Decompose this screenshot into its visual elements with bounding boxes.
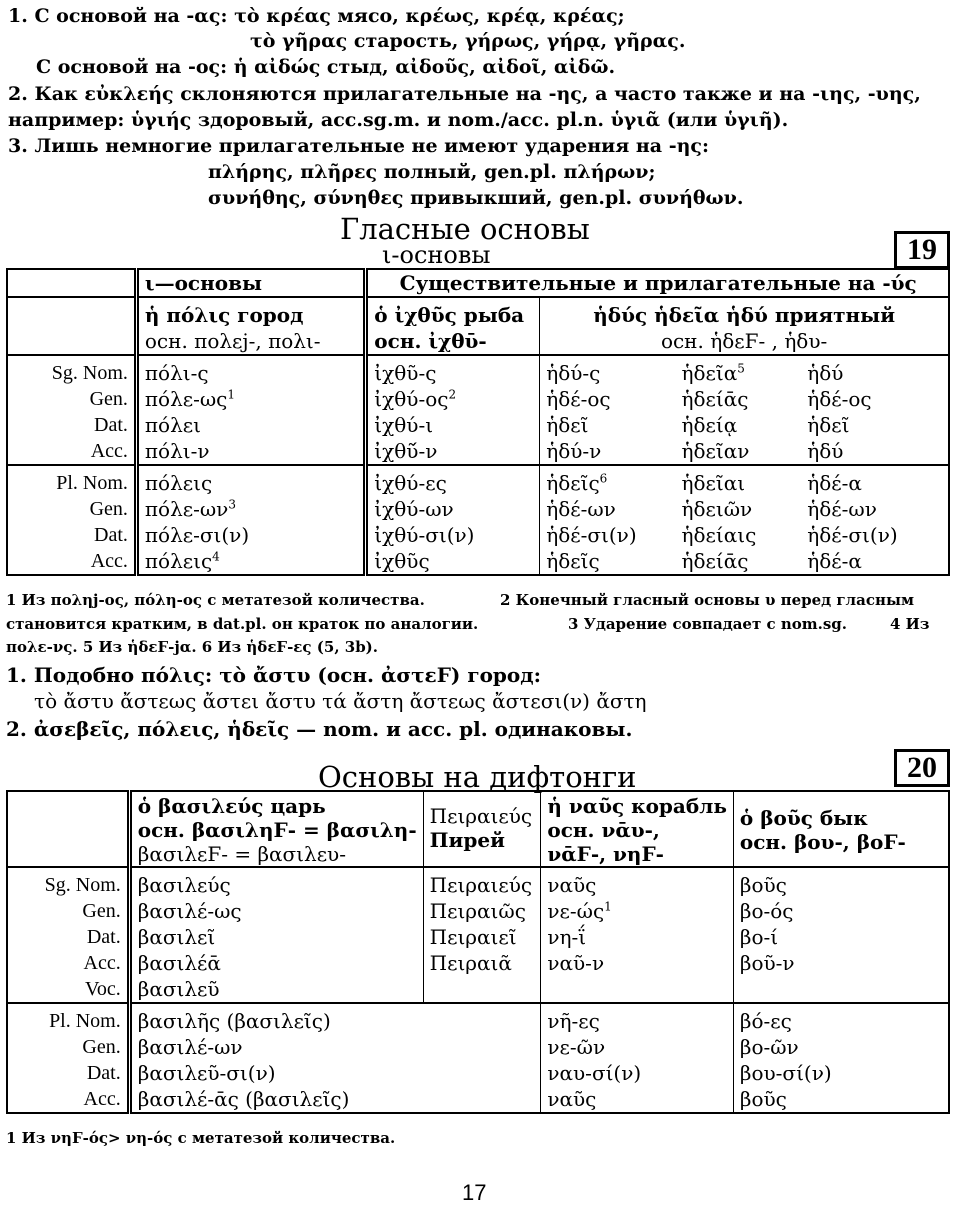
case-label: Sg. Nom. — [44, 874, 121, 896]
form-cell: βασιλέ-ως — [137, 899, 242, 923]
form-cell: ἡδεῖαν — [681, 439, 750, 463]
case-label: Gen. — [89, 388, 128, 410]
form-cell: ἰχθύ-σι(ν) — [374, 523, 475, 547]
form-cell: ἡδύ-ν — [546, 439, 602, 463]
form-cell: ἡδεῖ — [546, 413, 589, 437]
form-cell: πόλεις — [144, 471, 213, 495]
form-cell: Πειραιῶς — [429, 899, 526, 923]
basileus-stem-2: βασιλεϜ- = βασιλευ- — [137, 842, 346, 866]
form-cell: ἡδέ-ων — [807, 497, 877, 521]
note-1: 1. Подобно πόλις: τὸ ἄστυ (осн. ἀστεϜ) город: — [6, 663, 541, 687]
form-cell: βασιλεύς — [137, 873, 231, 897]
form-cell: ἡδειῶν — [681, 497, 753, 521]
polis-title: ἡ πόλις город — [144, 303, 304, 327]
case-label: Dat. — [86, 926, 121, 948]
form-cell: νῆ-ες — [547, 1009, 600, 1033]
form-cell: βοῦς — [739, 1087, 787, 1111]
form-cell: βό-ες — [739, 1009, 792, 1033]
note-1-forms: τὸ ἄστυ ἄστεως ἄστει ἄστυ τά ἄστη ἄστεως ἄστεσι(ν) ἄστη — [34, 689, 647, 713]
form-cell: βασιλεῦ — [137, 977, 220, 1001]
form-cell: ἰχθῦ́-ν — [374, 439, 438, 463]
form-cell: βασιλεῖ — [137, 925, 216, 949]
form-cell: ἰχθῦς — [374, 549, 430, 573]
form-cell: νε-ῶν — [547, 1035, 606, 1059]
form-cell: βο-ί — [739, 925, 779, 949]
form-cell: βασιλέ-ων — [137, 1035, 243, 1059]
case-label: Acc. — [83, 952, 121, 974]
case-label: Gen. — [89, 498, 128, 520]
form-cell: πόλε-σι(ν) — [144, 523, 250, 547]
intro-line-3: С основой на -ος: ἡ αἰδώς стыд, αἰδοῦς, αἰδοῖ, αἰδῶ. — [36, 56, 616, 78]
section-20-footnote: 1 Из νηϜ-ός> νη-ός с метатезой количества. — [6, 1129, 396, 1147]
form-cell: βοῦς — [739, 873, 787, 897]
header-i-stems: ι—основы — [136, 269, 365, 297]
basileus-title: ὁ βασιλεύς царь — [137, 794, 326, 818]
form-cell: $\nu\varepsilon-ώ\varsigma^1$ — [547, 899, 612, 923]
polis-stem: осн. πολεj-, πολι- — [144, 329, 321, 353]
ichthys-title: ὁ ἰχθῦς рыба — [374, 303, 525, 327]
form-cell: ἡδέ-σι(ν) — [807, 523, 898, 547]
intro-line-1: 1. С основой на -ας: τὸ κρέας мясо, κρέως, κρέᾳ, κρέας; — [8, 5, 625, 27]
form-cell: βου-σί(ν) — [739, 1061, 832, 1085]
form-cell: ναῦς — [547, 873, 597, 897]
ichthys-stem: осн. ἰχθῡ- — [374, 329, 487, 353]
form-cell: πόλι-ν — [144, 439, 210, 463]
naus-stem-1: осн. νᾱυ-, — [547, 818, 660, 842]
paradigm-title-row — [7, 297, 949, 355]
singular-block — [7, 867, 949, 1003]
form-cell: βοῦ-ν — [739, 951, 795, 975]
form-cell: ἡδεῖα$^5$ — [681, 361, 745, 385]
form-cell: ἡδύ-ς — [546, 361, 601, 385]
intro-line-8: συνήθης, σύνηθες привыкший, gen.pl. συνήθων. — [208, 187, 744, 209]
form-cell: ἰχθύ-ι — [374, 413, 434, 437]
table-header-row — [7, 269, 949, 297]
form-cell: ναῦς — [547, 1087, 597, 1111]
intro-line-2: τὸ γῆρας старость, γήρως, γήρᾳ, γῆρας. — [250, 30, 686, 52]
form-cell: ἡδεῖς$^6$ — [546, 471, 608, 495]
case-label: Acc. — [90, 550, 128, 572]
peiraieus-title: Πειραιεύς — [429, 804, 533, 828]
intro-line-5: например: ὑγιής здоровый, acc.sg.m. и nom./acc. pl.n. ὑγιᾶ (или ὑγιῆ). — [8, 109, 789, 131]
form-cell: ἰχθύ-$o\varsigma^2$ — [374, 387, 457, 411]
peiraieus-translation: Пирей — [429, 828, 505, 852]
form-cell: ναυ-σί(ν) — [547, 1061, 642, 1085]
form-cell: ἡδέ-ος — [807, 387, 872, 411]
note-2: 2. ἀσεβεῖς, πόλεις, ἡδεῖς — nom. и acc. pl. одинаковы. — [6, 717, 633, 741]
naus-title: ἡ ναῦς корабль — [547, 794, 727, 818]
form-cell: βασιλεῦ-σι(ν) — [137, 1061, 276, 1085]
form-cell: βασιλέᾱ — [137, 951, 221, 975]
form-cell: ἡδείᾱς — [681, 387, 749, 411]
table-header-row — [7, 791, 949, 867]
form-cell: πόλε-$\omega\varsigma^1$ — [144, 387, 236, 411]
form-cell: ἰχθῦ-ς — [374, 361, 437, 385]
header-nouns-adjectives: Существительные и прилагательные на -ύς — [366, 269, 949, 297]
form-cell: ἡδέ-ος — [546, 387, 611, 411]
form-cell: ἡδείᾳ — [681, 413, 738, 437]
bous-stem: осн. βου-, βοϜ- — [739, 830, 906, 854]
form-cell: πόλεις$^4$ — [144, 549, 220, 573]
singular-block — [7, 355, 949, 465]
footnote-4-6: πολε-νς. 5 Из ἡδεϜ-jα. 6 Из ἡδεϜ-ες (5, 3b). — [6, 638, 379, 656]
bous-title: ὁ βοῦς бык — [739, 806, 868, 830]
form-cell: ἡδέ-σι(ν) — [546, 523, 637, 547]
section-20-title: Основы на дифтонги — [318, 760, 637, 794]
form-cell: νη-ΐ — [547, 925, 587, 949]
page-number: 17 — [462, 1180, 487, 1205]
footnote-3: 3 Ударение совпадает с nom.sg. — [568, 615, 848, 633]
basileus-stem-1: осн. βασιληϜ- = βασιλη- — [137, 818, 417, 842]
form-cell: ἡδύ — [807, 361, 844, 385]
case-label: Dat. — [94, 414, 128, 436]
case-label: Pl. Nom. — [56, 472, 128, 494]
form-cell: ναῦ-ν — [547, 951, 605, 975]
form-cell: βασιλῆς (βασιλεῖς) — [137, 1009, 331, 1033]
form-cell: ἡδέ-α — [807, 471, 862, 495]
form-cell: πόλε-$\omega\nu^3$ — [144, 497, 236, 521]
footnote-4: 4 Из — [890, 615, 930, 633]
form-cell: βο-ῶν — [739, 1035, 799, 1059]
form-cell: ἡδεῖς — [546, 549, 600, 573]
form-cell: ἰχθύ-ων — [374, 497, 454, 521]
form-cell: βασιλέ-ᾱς (βασιλεῖς) — [137, 1087, 350, 1111]
form-cell: πόλει — [144, 413, 201, 437]
footnote-2-cont: становится кратким, в dat.pl. он краток по аналогии. — [6, 615, 479, 633]
footnote-2: 2 Конечный гласный основы υ перед гласным — [500, 591, 915, 609]
intro-line-4: 2. Как εὐκλεής склоняются прилагательные на -ης, а часто также и на -ιης, -υης, — [8, 83, 921, 105]
section-19-number: 19 — [894, 231, 950, 269]
case-label: Dat. — [94, 524, 128, 546]
form-cell: Πειραιεύς — [429, 873, 533, 897]
form-cell: βο-ός — [739, 899, 794, 923]
footnote-1: 1 Из ποληj-ος, πόλη-ος с метатезой количества. — [6, 591, 425, 609]
intro-line-7: πλήρης, πλῆρες полный, gen.pl. πλήρων; — [208, 161, 656, 183]
i-stems-table — [6, 268, 950, 576]
form-cell: ἡδέ-α — [807, 549, 862, 573]
plural-block — [7, 465, 949, 575]
case-label: Voc. — [85, 978, 121, 1000]
case-label: Gen. — [82, 1036, 121, 1058]
intro-line-6: 3. Лишь немногие прилагательные не имеют ударения на -ης: — [8, 135, 709, 157]
case-label: Acc. — [90, 440, 128, 462]
case-label: Gen. — [82, 900, 121, 922]
plural-block — [7, 1003, 949, 1113]
hedys-title: ἡδύς ἡδεῖα ἡδύ приятный — [593, 303, 896, 327]
form-cell: ἡδείαις — [681, 523, 757, 547]
section-19-title: Гласные основы — [340, 212, 590, 246]
form-cell: Πειραιεῖ — [429, 925, 517, 949]
form-cell: ἡδείᾱς — [681, 549, 749, 573]
form-cell: ἡδύ — [807, 439, 844, 463]
case-label: Pl. Nom. — [49, 1010, 121, 1032]
form-cell: ἰχθύ-ες — [374, 471, 447, 495]
form-cell: ἡδεῖ — [807, 413, 850, 437]
naus-stem-2: νᾱϜ-, νηϜ- — [547, 842, 664, 866]
case-label: Acc. — [83, 1088, 121, 1110]
section-19-subtitle: ι-основы — [382, 241, 491, 269]
form-cell: ἡδέ-ων — [546, 497, 616, 521]
case-label: Sg. Nom. — [51, 362, 128, 384]
hedys-stem: осн. ἡδεϜ- , ἡδυ- — [660, 329, 828, 353]
case-label: Dat. — [86, 1062, 121, 1084]
form-cell: πόλι-ς — [144, 361, 209, 385]
form-cell: ἡδεῖαι — [681, 471, 746, 495]
diphthong-stems-table — [6, 790, 950, 1114]
form-cell: Πειραιᾶ — [429, 951, 512, 975]
section-20-number: 20 — [894, 749, 950, 787]
